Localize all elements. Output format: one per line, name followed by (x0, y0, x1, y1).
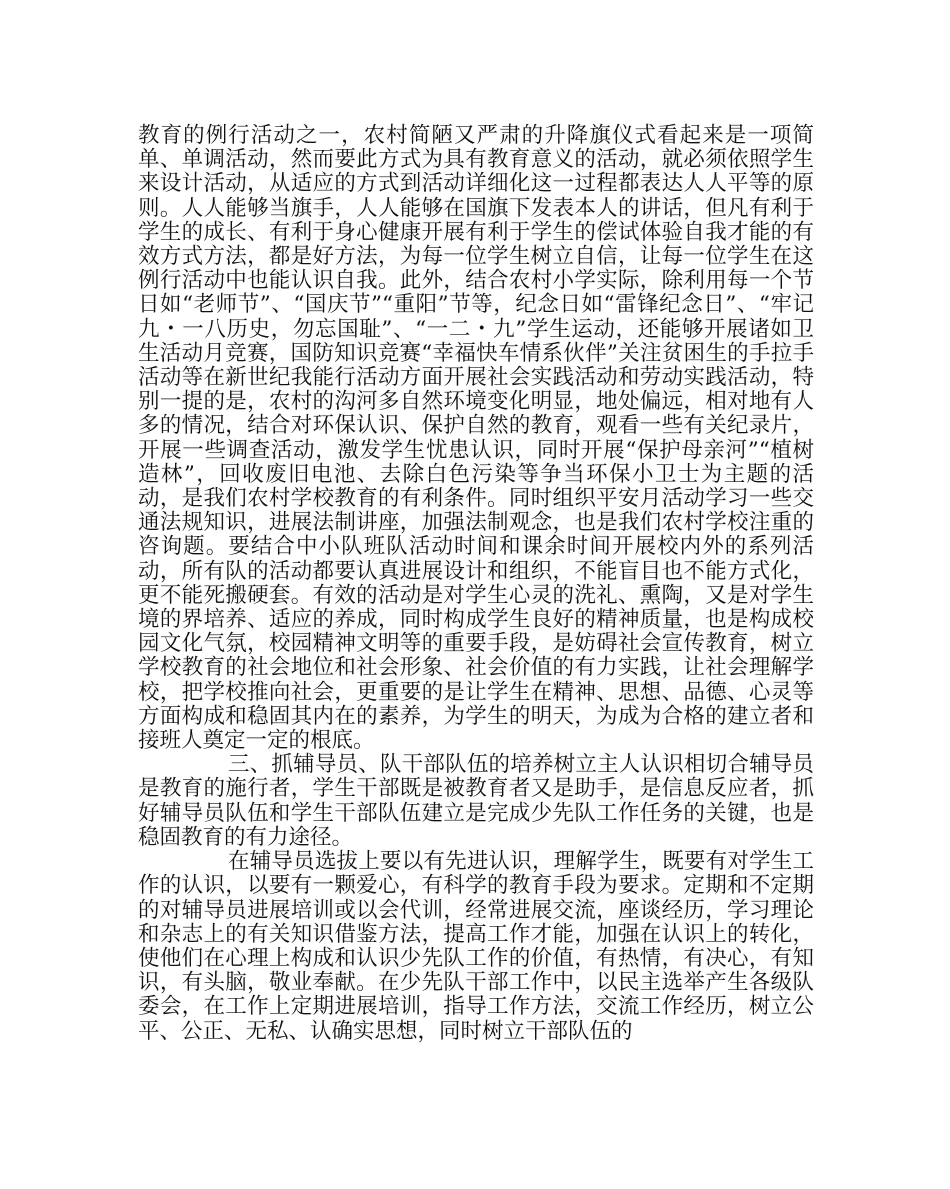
body-text (138, 124, 814, 1044)
paragraph-counselor-selection: 在辅导员选拔上要以有先进认识，理解学生，既要有对学生工作的认识，以要有一颗爱心，有科学的教育手段为要求。定期和不定期的对辅导员进展培训或以会代训，经常进展交流，座谈经历，学习理论和杂志上的有关知识借鉴方法，提高工作才能，加强在认识上的转化，使他们在心理上构成和认识少先队工作的价值，有热情，有决心，有知识，有头脑，敬业奉献。在少先队干部工作中，以民主选举产生各级队委会，在工作上定期进展培训，指导工作方法，交流工作经历，树立公平、公正、无私、认确实思想，同时树立干部队伍的 (138, 849, 814, 1044)
paragraph-activities: 教育的例行活动之一，农村简陋又严肃的升降旗仪式看起来是一项简单、单调活动，然而要此方式为具有教育意义的活动，就必须依照学生来设计活动，从适应的方式到活动详细化这一过程都表达人人平等的原则。人人能够当旗手，人人能够在国旗下发表本人的讲话，但凡有利于学生的成长、有利于身心健康开展有利于学生的偿试体验自我才能的有效方式方法，都是好方法，为每一位学生树立自信，让每一位学生在这例行活动中也能认识自我。此外，结合农村小学实际，除利用每一个节日如“老师节”、“国庆节”“重阳”节等，纪念日如“雷锋纪念日”、“牢记九・一八历史，勿忘国耻”、“一二・九”学生运动，还能够开展诸如卫生活动月竞赛，国防知识竞赛“幸福快车情系伙伴”关注贫困生的手拉手活动等在新世纪我能行活动方面开展社会实践活动和劳动实践活动，特别一提的是，农村的沟河多自然环境变化明显，地处偏远，相对地有人多的情况，结合对环保认识、保护自然的教育，观看一些有关纪录片，开展一些调查活动，激发学生忧患认识，同时开展“保护母亲河”“植树造林”，回收废旧电池、去除白色污染等争当环保小卫士为主题的活动，是我们农村学校教育的有利条件。同时组织平安月活动学习一些交通法规知识，进展法制讲座，加强法制观念，也是我们农村学校注重的咨询题。要结合中小队班队活动时间和课余时间开展校内外的系列活动，所有队的活动都要认真进展设计和组织，不能盲目也不能方式化，更不能死搬硬套。有效的活动是对学生心灵的洗礼、熏陶，又是对学生境的界培养、适应的养成，同时构成学生良好的精神质量，也是构成校园文化气氛，校园精神文明等的重要手段，是妨碍社会宣传教育，树立学校教育的社会地位和社会形象、社会价值的有力实践，让社会理解学校，把学校推向社会，更重要的是让学生在精神、思想、品德、心灵等方面构成和稳固其内在的素养，为学生的明天，为成为合格的建立者和接班人奠定一定的根底。 (138, 123, 814, 754)
paragraph-counselor-training: 三、抓辅导员、队干部队伍的培养树立主人认识相切合辅导员是教育的施行者，学生干部既是被教育者又是助手，是信息反应者，抓好辅导员队伍和学生干部队伍建立是完成少先队工作任务的关键，也是稳固教育的有力途径。 (138, 752, 814, 850)
